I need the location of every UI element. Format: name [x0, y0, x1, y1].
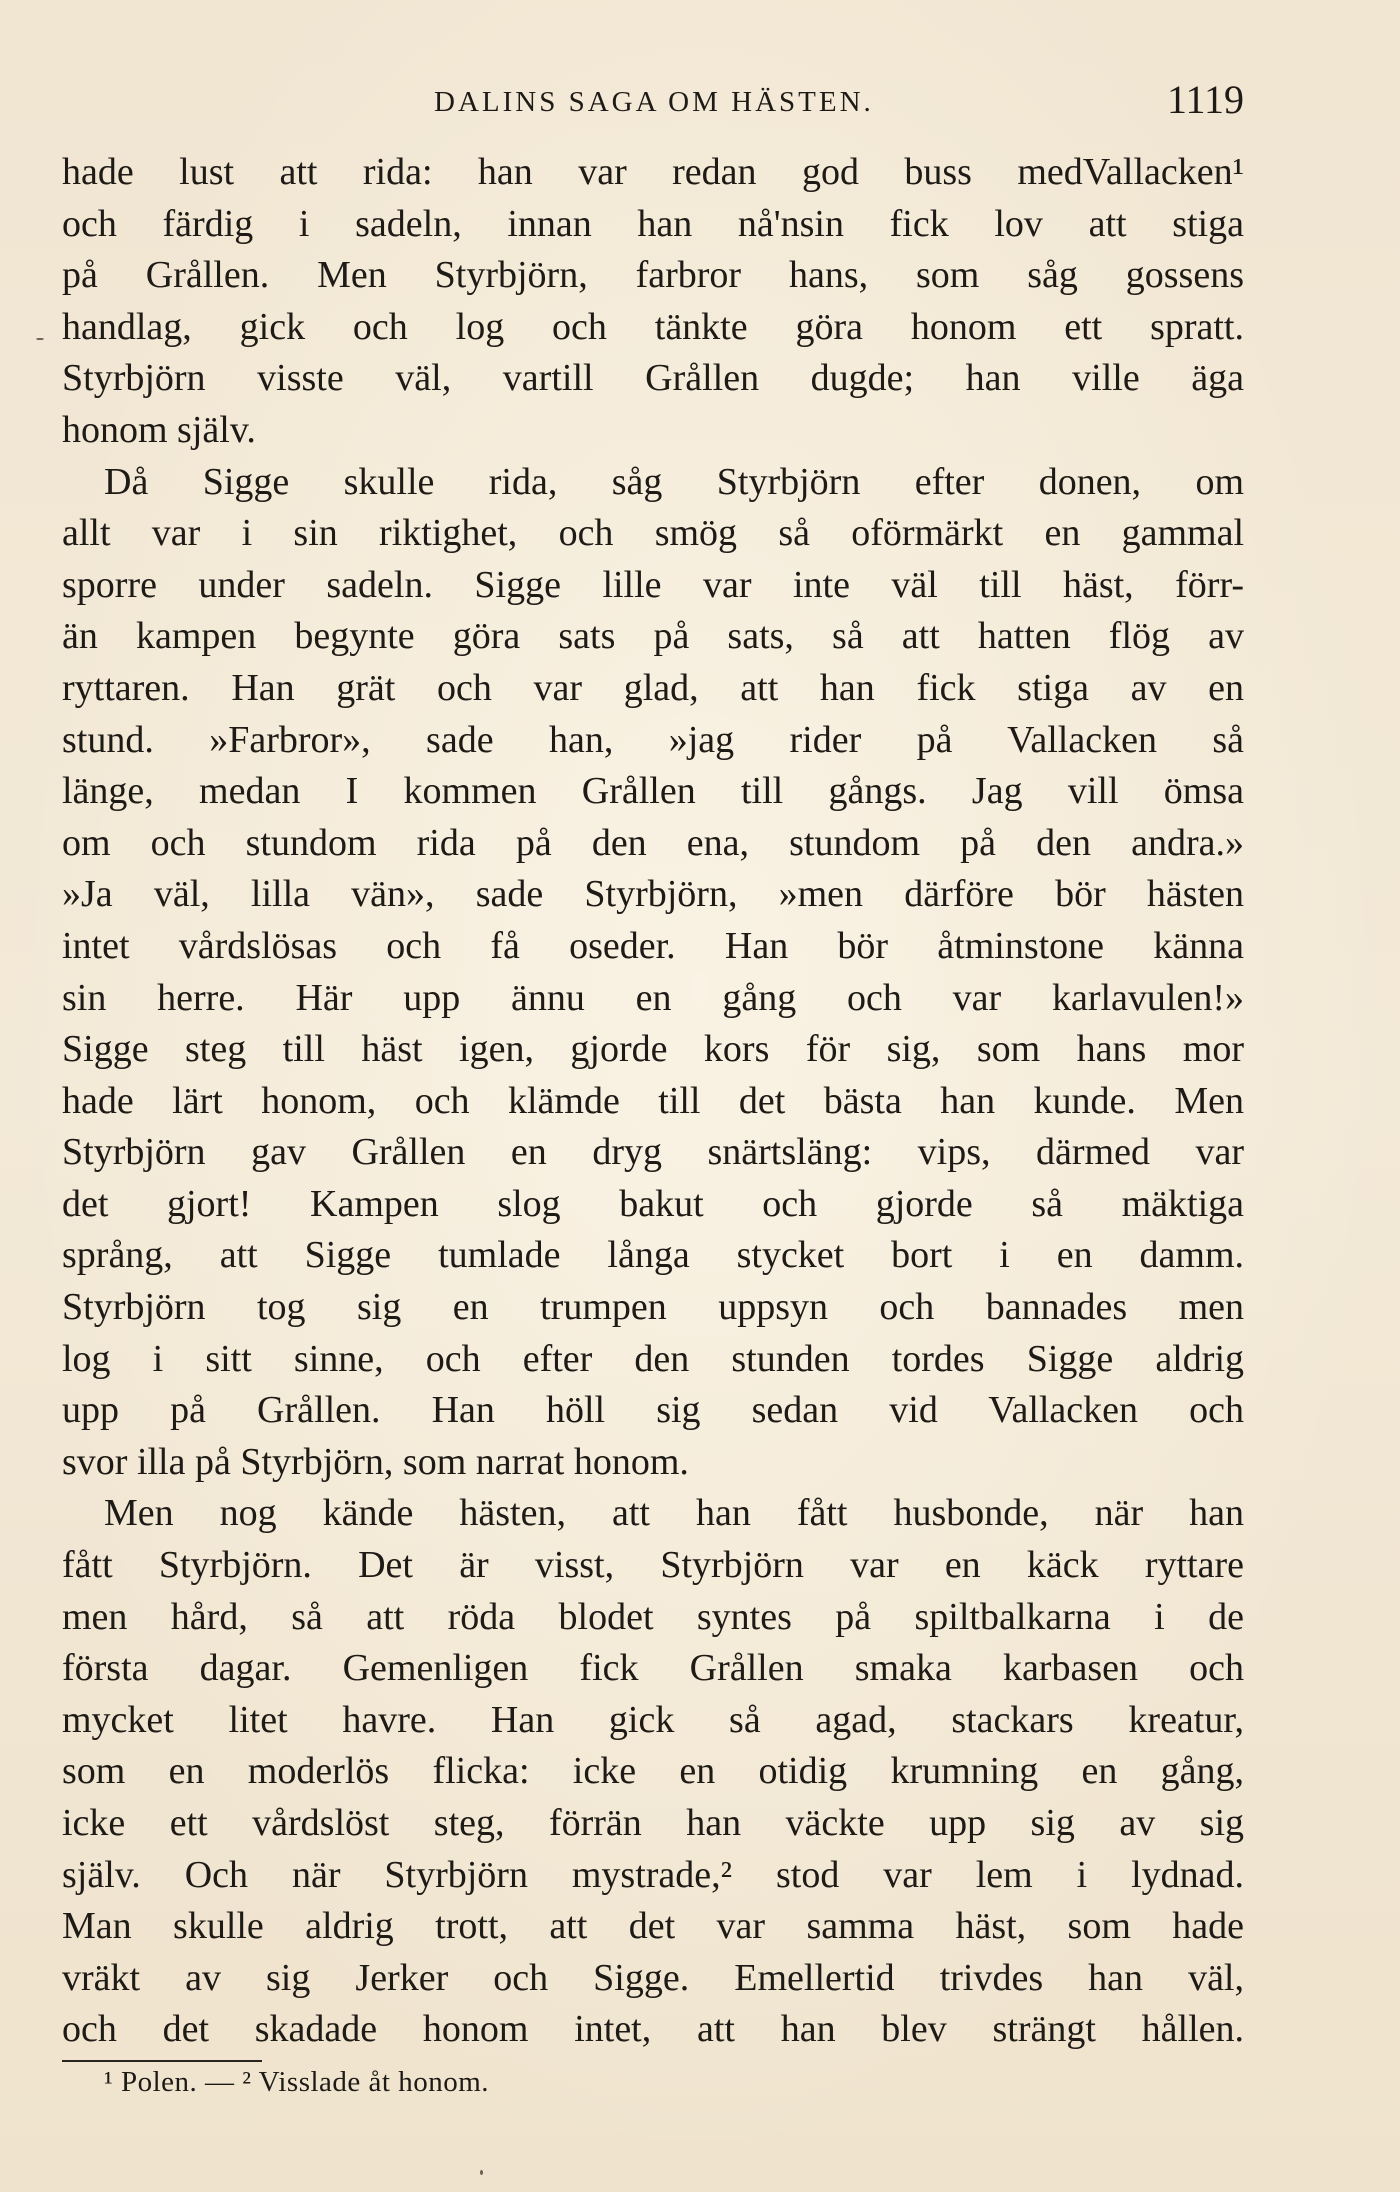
text-line: hade lärt honom, och klämde till det bästa han kunde. Men [62, 1079, 1244, 1122]
running-title: DALINS SAGA OM HÄSTEN. [434, 86, 874, 118]
text-line: och det skadade honom intet, att han blev strängt hållen. [62, 2008, 1244, 2051]
text-line: ryttaren. Han grät och var glad, att han fick stiga av en [62, 666, 1244, 709]
text-line: men hård, så att röda blodet syntes på spiltbalkarna i de [62, 1595, 1244, 1638]
page-header [62, 72, 1244, 132]
text-line: Styrbjörn tog sig en trumpen uppsyn och bannades men [62, 1286, 1244, 1329]
text-line: det gjort! Kampen slog bakut och gjorde så mäktiga [62, 1182, 1244, 1225]
text-line: själv. Och när Styrbjörn mystrade,² stod var lem i lydnad. [62, 1853, 1244, 1896]
paper-speck [480, 2170, 483, 2175]
text-line: Sigge steg till häst igen, gjorde kors för sig, som hans mor [62, 1028, 1244, 1071]
body-text [62, 147, 1244, 2056]
page-number: 1119 [1166, 77, 1244, 122]
footnotes: ¹ Polen. — ² Visslade åt honom. [104, 2066, 490, 2098]
footnote-rule [62, 2060, 262, 2062]
text-line: om och stundom rida på den ena, stundom på den andra.» [62, 821, 1244, 864]
text-line: Då Sigge skulle rida, såg Styrbjörn efter donen, om [104, 460, 1244, 503]
text-line: intet vårdslösas och få oseder. Han bör åtminstone känna [62, 924, 1244, 967]
text-line: som en moderlös flicka: icke en otidig krumning en gång, [62, 1750, 1244, 1793]
text-line: svor illa på Styrbjörn, som narrat honom. [62, 1440, 689, 1483]
text-line: och färdig i sadeln, innan han nå'nsin fick lov att stiga [62, 202, 1244, 245]
text-line: Men nog kände hästen, att han fått husbonde, när han [104, 1492, 1244, 1535]
text-line: stund. »Farbror», sade han, »jag rider på Vallacken så [62, 718, 1244, 761]
text-line: än kampen begynte göra sats på sats, så att hatten flög av [62, 615, 1244, 658]
text-line: mycket litet havre. Han gick så agad, stackars kreatur, [62, 1698, 1244, 1741]
paper-speck [36, 338, 44, 340]
text-line: fått Styrbjörn. Det är visst, Styrbjörn var en käck ryttare [62, 1544, 1244, 1587]
text-line: allt var i sin riktighet, och smög så oförmärkt en gammal [62, 512, 1244, 555]
text-line: sin herre. Här upp ännu en gång och var karlavulen!» [62, 976, 1244, 1019]
text-line: första dagar. Gemenligen fick Grållen smaka karbasen och [62, 1647, 1244, 1690]
text-line: Styrbjörn gav Grållen en dryg snärtsläng: vips, därmed var [62, 1131, 1244, 1174]
text-line: länge, medan I kommen Grållen till gångs. Jag vill ömsa [62, 770, 1244, 813]
text-line: språng, att Sigge tumlade långa stycket bort i en damm. [62, 1234, 1244, 1277]
text-line: »Ja väl, lilla vän», sade Styrbjörn, »men därföre bör hästen [62, 873, 1244, 916]
text-line: Styrbjörn visste väl, vartill Grållen dugde; han ville äga [62, 357, 1244, 400]
text-line: icke ett vårdslöst steg, förrän han väckte upp sig av sig [62, 1802, 1244, 1844]
text-line: vräkt av sig Jerker och Sigge. Emellertid trivdes han väl, [62, 1956, 1244, 1999]
text-line: handlag, gick och log och tänkte göra honom ett spratt. [62, 305, 1244, 348]
text-line: honom själv. [62, 408, 256, 451]
text-line: log i sitt sinne, och efter den stunden tordes Sigge aldrig [62, 1337, 1244, 1380]
text-line: på Grållen. Men Styrbjörn, farbror hans, som såg gossens [62, 254, 1244, 297]
text-line: upp på Grållen. Han höll sig sedan vid Vallacken och [62, 1389, 1244, 1432]
text-line: Man skulle aldrig trott, att det var samma häst, som hade [62, 1905, 1244, 1948]
text-line: sporre under sadeln. Sigge lille var inte väl till häst, förr- [62, 563, 1244, 606]
text-line: hade lust att rida: han var redan god buss medVallacken¹ [62, 151, 1244, 193]
